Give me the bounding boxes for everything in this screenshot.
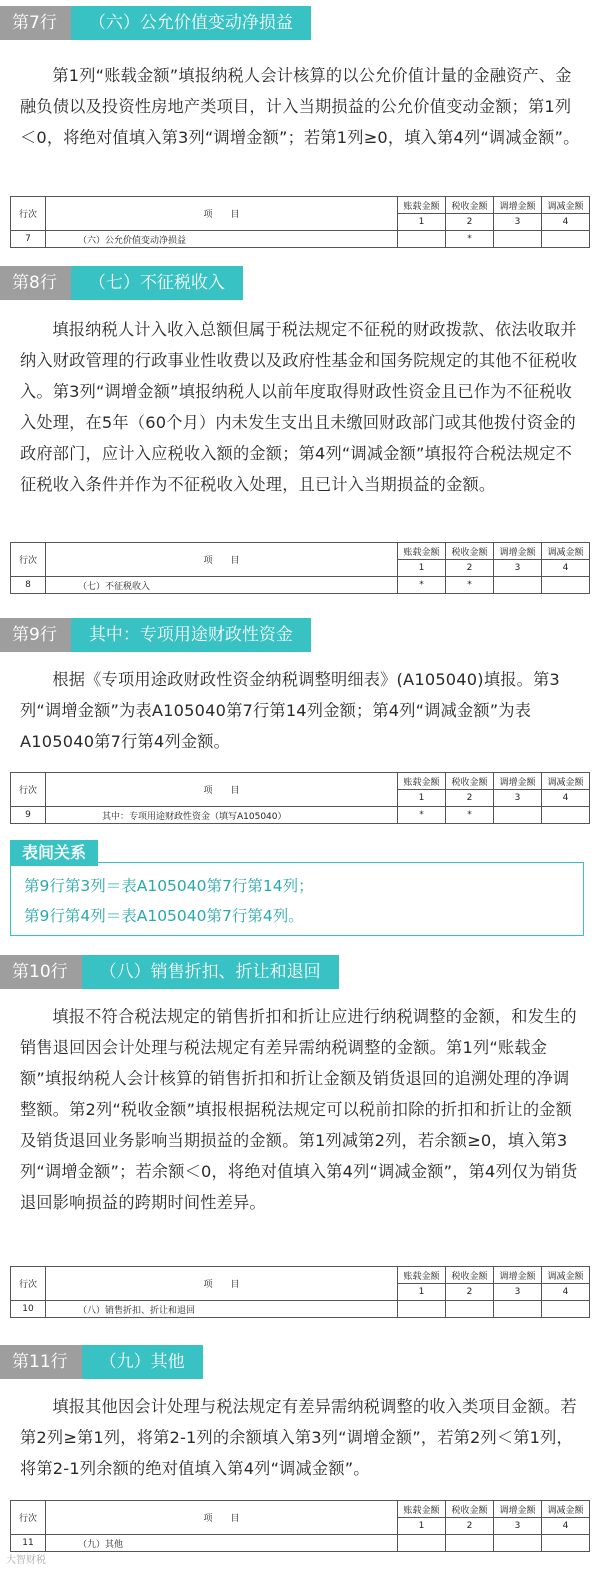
row-number: 10 <box>11 1301 46 1318</box>
item-table-8 <box>10 542 590 594</box>
row-label-header: 行次 <box>11 1267 46 1301</box>
cell <box>398 1301 446 1318</box>
col-header: 税收金额 <box>446 1501 494 1518</box>
table-row <box>11 807 590 824</box>
col-number: 2 <box>446 1518 494 1535</box>
col-header: 调增金额 <box>494 197 542 214</box>
col-header: 调减金额 <box>542 197 590 214</box>
col-header: 调减金额 <box>542 1501 590 1518</box>
col-number: 2 <box>446 214 494 231</box>
col-number: 1 <box>398 560 446 577</box>
col-number: 2 <box>446 1284 494 1301</box>
col-number: 1 <box>398 790 446 807</box>
cell <box>494 1535 542 1552</box>
col-number: 1 <box>398 1518 446 1535</box>
col-number: 3 <box>494 214 542 231</box>
row-tag: 第10行 <box>0 955 82 989</box>
row-item: 其中：专项用途财政性资金（填写A105040） <box>46 807 398 824</box>
section-paragraph: 填报纳税人计入收入总额但属于税法规定不征税的财政拨款、依法收取并纳入财政管理的行政事业性收费以及政府性基金和国务院规定的其他不征税收入。第3列“调增金额”填报纳税人以前年度取得财政性资金且已作为不征税收入处理，在5年（60个月）内未发生支出且未缴回财政部门或其他拨付资金的政府部门，应计入应税收入额的金额；第4列“调减金额”填报符合税法规定不征税收入条件并作为不征税收入处理，且已计入当期损益的金额。 <box>20 320 578 494</box>
col-header: 税收金额 <box>446 1267 494 1284</box>
cell <box>494 1301 542 1318</box>
col-number: 2 <box>446 560 494 577</box>
col-header: 调减金额 <box>542 773 590 790</box>
row-item: （八）销售折扣、折让和退回 <box>46 1301 398 1318</box>
col-number: 4 <box>542 1284 590 1301</box>
col-number: 3 <box>494 560 542 577</box>
cell: * <box>446 807 494 824</box>
section-paragraph: 第1列“账载金额”填报纳税人会计核算的以公允价值计量的金融资产、金融负债以及投资性房地产类项目，计入当期损益的公允价值变动金额；第1列＜0，将绝对值填入第3列“调增金额”；若第1列≥0，填入第4列“调减金额”。 <box>20 66 580 147</box>
col-number: 3 <box>494 1284 542 1301</box>
col-number: 4 <box>542 214 590 231</box>
item-table-7 <box>10 196 590 248</box>
row-tag: 第7行 <box>0 6 71 40</box>
section-title: （九）其他 <box>82 1345 203 1379</box>
cell: * <box>398 577 446 594</box>
col-header: 账载金额 <box>398 1267 446 1284</box>
section-header-10 <box>0 955 339 989</box>
cell <box>446 1301 494 1318</box>
cell <box>542 1535 590 1552</box>
col-number: 2 <box>446 790 494 807</box>
section-header-8 <box>0 266 243 300</box>
cell <box>542 231 590 248</box>
col-number: 4 <box>542 790 590 807</box>
col-number: 1 <box>398 214 446 231</box>
item-label-header: 项 目 <box>46 1267 398 1301</box>
cell <box>494 577 542 594</box>
col-header: 调增金额 <box>494 1267 542 1284</box>
col-header: 账载金额 <box>398 543 446 560</box>
col-number: 4 <box>542 1518 590 1535</box>
item-label-header: 项 目 <box>46 197 398 231</box>
row-label-header: 行次 <box>11 773 46 807</box>
section-paragraph: 填报其他因会计处理与税法规定有差异需纳税调整的收入类项目金额。若第2列≥第1列，将第2-1列的余额填入第3列“调增金额”，若第2列＜第1列，将第2-1列余额的绝对值填入第4列“调减金额”。 <box>20 1397 577 1478</box>
item-label-header: 项 目 <box>46 1501 398 1535</box>
section-title: （八）销售折扣、折让和退回 <box>82 955 339 989</box>
section-header-7 <box>0 6 311 40</box>
cell: * <box>446 577 494 594</box>
section-paragraph: 根据《专项用途政财政性资金纳税调整明细表》(A105040)填报。第3列“调增金额”为表A105040第7行第14列金额；第4列“调减金额”为表A105040第7行第4列金额。 <box>20 670 560 751</box>
item-table-10 <box>10 1266 590 1318</box>
row-item: （六）公允价值变动净损益 <box>46 231 398 248</box>
row-tag: 第8行 <box>0 266 71 300</box>
row-item: （七）不征税收入 <box>46 577 398 594</box>
col-header: 账载金额 <box>398 197 446 214</box>
section-header-11 <box>0 1345 203 1379</box>
cell <box>542 1301 590 1318</box>
col-number: 4 <box>542 560 590 577</box>
row-number: 9 <box>11 807 46 824</box>
table-row <box>11 231 590 248</box>
relation-title: 表间关系 <box>10 840 98 866</box>
col-header: 调减金额 <box>542 1267 590 1284</box>
row-tag: 第11行 <box>0 1345 82 1379</box>
item-label-header: 项 目 <box>46 773 398 807</box>
section-title: 其中：专项用途财政性资金 <box>71 618 311 652</box>
cell <box>542 807 590 824</box>
item-table-11 <box>10 1500 590 1552</box>
col-number: 1 <box>398 1284 446 1301</box>
col-header: 税收金额 <box>446 543 494 560</box>
row-label-header: 行次 <box>11 1501 46 1535</box>
row-number: 8 <box>11 577 46 594</box>
section-header-9 <box>0 618 311 652</box>
cell: * <box>398 807 446 824</box>
cell <box>494 807 542 824</box>
col-header: 调增金额 <box>494 1501 542 1518</box>
col-header: 税收金额 <box>446 197 494 214</box>
row-number: 7 <box>11 231 46 248</box>
row-number: 11 <box>11 1535 46 1552</box>
cell <box>398 231 446 248</box>
cell <box>494 231 542 248</box>
relation-line: 第9行第4列＝表A105040第7行第4列。 <box>24 907 304 925</box>
item-label-header: 项 目 <box>46 543 398 577</box>
col-number: 3 <box>494 1518 542 1535</box>
cell: * <box>446 231 494 248</box>
relation-line: 第9行第3列＝表A105040第7行第14列； <box>24 877 314 895</box>
row-item: （九）其他 <box>46 1535 398 1552</box>
col-header: 调减金额 <box>542 543 590 560</box>
item-table-9 <box>10 772 590 824</box>
row-label-header: 行次 <box>11 543 46 577</box>
section-paragraph: 填报不符合税法规定的销售折扣和折让应进行纳税调整的金额，和发生的销售退回因会计处理与税法规定有差异需纳税调整的金额。第1列“账载金额”填报纳税人会计核算的销售折扣和折让金额及销货退回的追溯处理的净调整额。第2列“税收金额”填报根据税法规定可以税前扣除的折扣和折让的金额及销货退回业务影响当期损益的金额。第1列减第2列，若余额≥0，填入第3列“调增金额”；若余额＜0，将绝对值填入第4列“调减金额”，第4列仅为销货退回影响损益的跨期时间性差异。 <box>20 1007 578 1212</box>
section-title: （七）不征税收入 <box>71 266 243 300</box>
cell <box>542 577 590 594</box>
section-title: （六）公允价值变动净损益 <box>71 6 311 40</box>
watermark: 大智财税 <box>6 1555 46 1566</box>
col-number: 3 <box>494 790 542 807</box>
cell <box>446 1535 494 1552</box>
col-header: 账载金额 <box>398 773 446 790</box>
col-header: 账载金额 <box>398 1501 446 1518</box>
col-header: 税收金额 <box>446 773 494 790</box>
table-row <box>11 1301 590 1318</box>
col-header: 调增金额 <box>494 543 542 560</box>
col-header: 调增金额 <box>494 773 542 790</box>
table-row <box>11 577 590 594</box>
row-tag: 第9行 <box>0 618 71 652</box>
table-row <box>11 1535 590 1552</box>
cell <box>398 1535 446 1552</box>
row-label-header: 行次 <box>11 197 46 231</box>
